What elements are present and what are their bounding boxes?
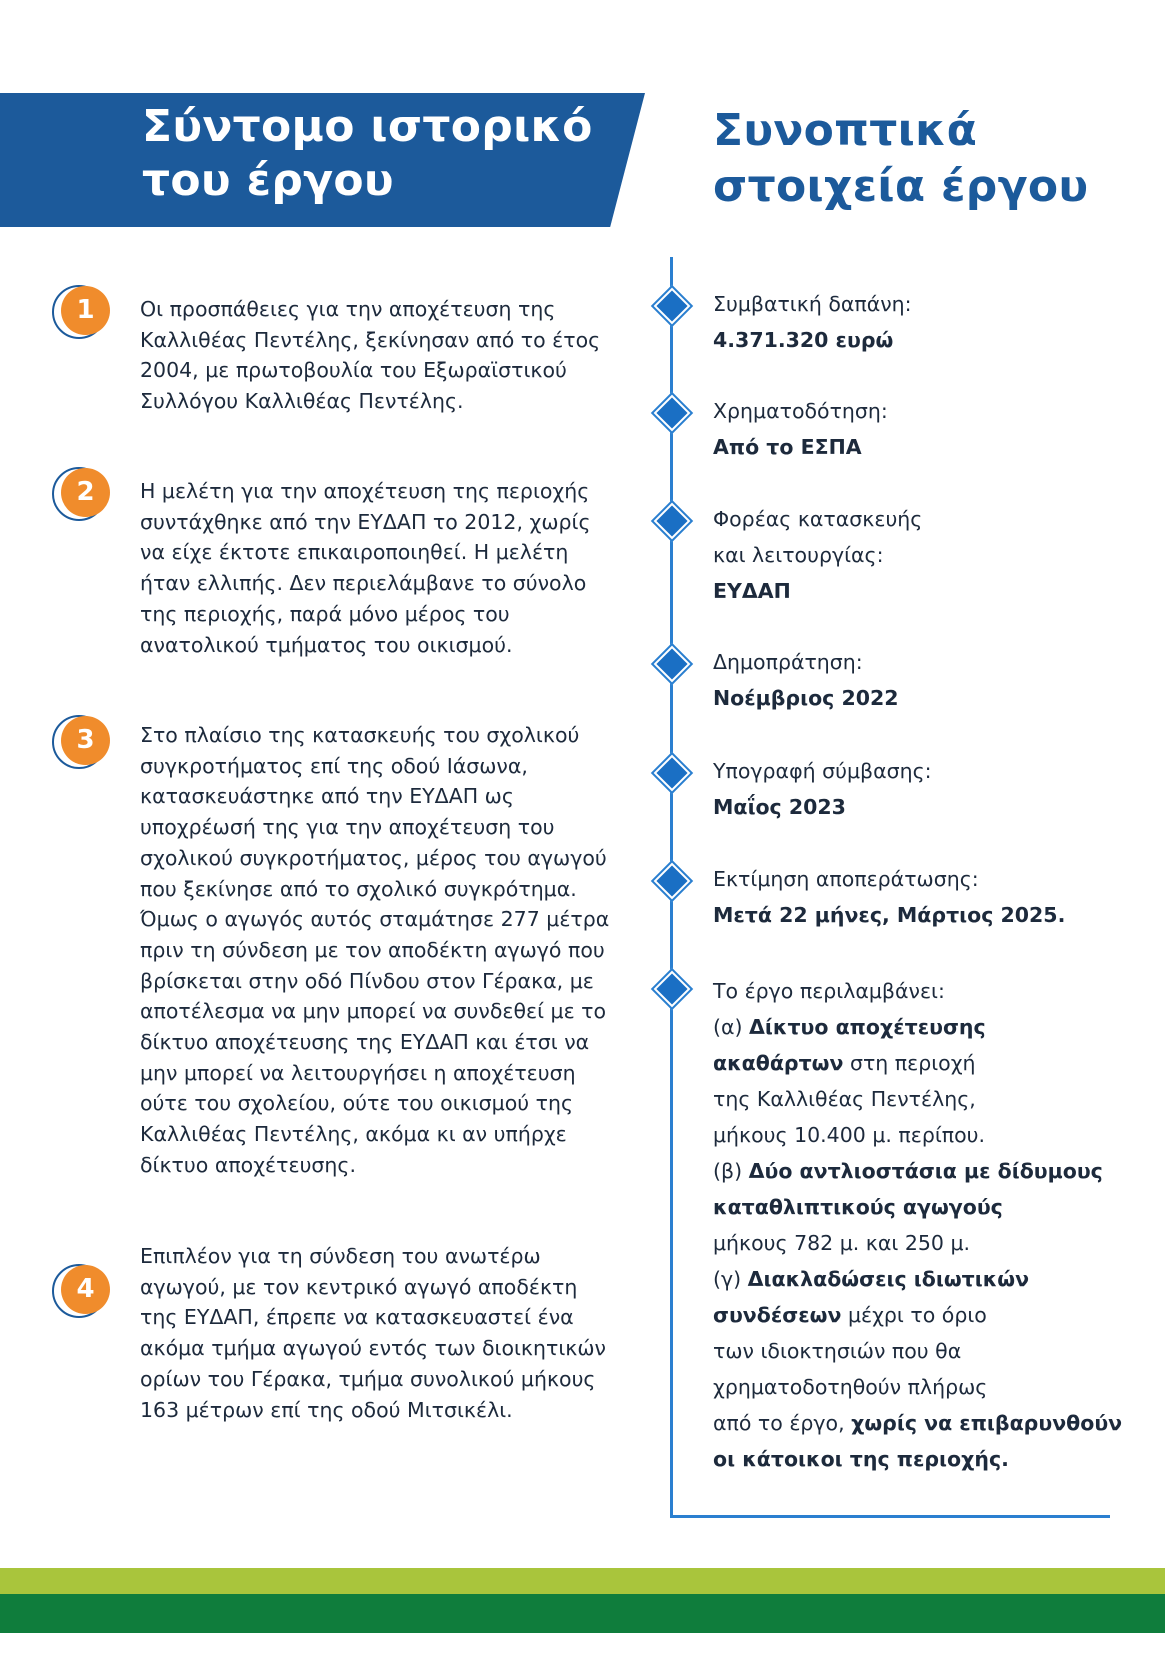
history-text: Επιπλέον για τη σύνδεση του ανωτέρω αγωγού, με τον κεντρικό αγωγό αποδέκτη της ΕΥΔΑΠ, έπρεπε να κατασκευαστεί ένα ακόμα τμήμα αγωγού εντός των διοικητικών ορίων του Γέρακα, τμήμα συνολικού μήκους 163 μέτρων επί της οδού Μιτσικέλι. [140,1244,606,1422]
history-number: 1 [61,286,110,335]
fact-tender [713,644,1153,716]
summary-title-line2: στοιχεία έργου [713,161,1089,212]
fact-label: Χρηματοδότηση: [713,399,888,423]
diamond-marker-icon [651,285,691,325]
fact-value: Μαΐος 2023 [713,795,846,819]
includes-heading: Το έργο περιλαμβάνει: [713,979,945,1003]
includes-item-a: (α) Δίκτυο αποχέτευσης [713,1015,986,1039]
includes-item-b: (β) Δύο αντλιοστάσια με δίδυμους [713,1159,1103,1183]
includes-item-c: (γ) Διακλαδώσεις ιδιωτικών [713,1267,1030,1291]
fact-completion-estimate [713,861,1153,933]
fact-label: Δημοπράτηση: [713,650,863,674]
history-title-line1: Σύντομο ιστορικό [142,101,593,152]
footer-stripe-dark [0,1594,1165,1633]
history-number: 3 [61,716,110,765]
number-badge-3-icon [52,713,116,767]
fact-value: Από το ΕΣΠΑ [713,435,862,459]
history-title-line2: του έργου [142,155,394,206]
summary-title-line1: Συνοπτικά [713,105,978,156]
project-includes: Το έργο περιλαμβάνει: (α) Δίκτυο αποχέτευσης ακαθάρτων στη περιοχή της Καλλιθέας Πεντέλης, μήκους 10.400 μ. περίπου. (β) Δύο αντλιοστάσια με δίδυμους καταθλιπτικούς αγωγούς μήκους 782 μ. και 250 μ. (γ) Διακλαδώσεις ιδιωτικών συνδέσεων μέχρι το όριο των ιδιοκτησιών που θα χρηματοδοτηθούν πλήρως από το έργο, χωρίς να επιβαρυνθούν οι κάτοικοι της περιοχής. [713,973,1153,1477]
fact-operator [713,501,1153,609]
fact-funding [713,393,1153,465]
diamond-marker-icon [651,968,691,1008]
diamond-marker-icon [651,392,691,432]
fact-contract-signing [713,753,1153,825]
number-badge-1-icon [52,283,116,337]
fact-value: ΕΥΔΑΠ [713,579,791,603]
fact-label: Υπογραφή σύμβασης: [713,759,932,783]
diamond-marker-icon [651,643,691,683]
timeline-foot [670,1515,1110,1518]
diamond-marker-icon [651,860,691,900]
history-title [142,100,622,208]
diamond-marker-icon [651,752,691,792]
number-badge-2-icon [52,465,116,519]
fact-contract-cost [713,286,1153,358]
history-number: 2 [61,468,110,517]
fact-label: Φορέας κατασκευής [713,507,923,531]
fact-value: Νοέμβριος 2022 [713,686,899,710]
footer-stripe-light [0,1568,1165,1594]
number-badge-4-icon [52,1262,116,1316]
fact-label-continued: και λειτουργίας: [713,543,884,567]
fact-value: Μετά 22 μήνες, Μάρτιος 2025. [713,903,1066,927]
history-text: Η μελέτη για την αποχέτευση της περιοχής συντάχθηκε από την ΕΥΔΑΠ το 2012, χωρίς να είχε έκτοτε επικαιροποιηθεί. Η μελέτη ήταν ελλιπής. Δεν περιελάμβανε το σύνολο της περιοχής, παρά μόνο μέρος του ανατολικού τμήματος του οικισμού. [140,479,591,657]
history-text: Οι προσπάθειες για την αποχέτευση της Καλλιθέας Πεντέλης, ξεκίνησαν από το έτος 2004, με πρωτοβουλία του Εξωραϊστικού Συλλόγου Καλλιθέας Πεντέλης. [140,297,601,414]
fact-label: Συμβατική δαπάνη: [713,292,912,316]
summary-title [713,103,1133,215]
diamond-marker-icon [651,500,691,540]
fact-value: 4.371.320 ευρώ [713,328,894,352]
history-number: 4 [61,1265,110,1314]
history-text: Στο πλαίσιο της κατασκευής του σχολικού συγκροτήματος επί της οδού Ιάσωνα, κατασκευάστηκε από την ΕΥΔΑΠ ως υποχρέωσή της για την αποχέτευση του σχολικού συγκροτήματος, μέρος του αγωγού που ξεκίνησε από το σχολικό συγκρότημα. Όμως ο αγωγός αυτός σταμάτησε 277 μέτρα πριν τη σύνδεση με τον αποδέκτη αγωγό που βρίσκεται στην οδό Πίνδου στον Γέρακα, με αποτέλεσμα να μην μπορεί να συνδεθεί με το δίκτυο αποχέτευσης της ΕΥΔΑΠ και έτσι να μην μπορεί να λειτουργήσει η αποχέτευση ούτε του σχολείου, ούτε του οικισμού της Καλλιθέας Πεντέλης, ακόμα κι αν υπήρχε δίκτυο αποχέτευσης. [140,723,610,1177]
fact-label: Εκτίμηση αποπεράτωσης: [713,867,979,891]
